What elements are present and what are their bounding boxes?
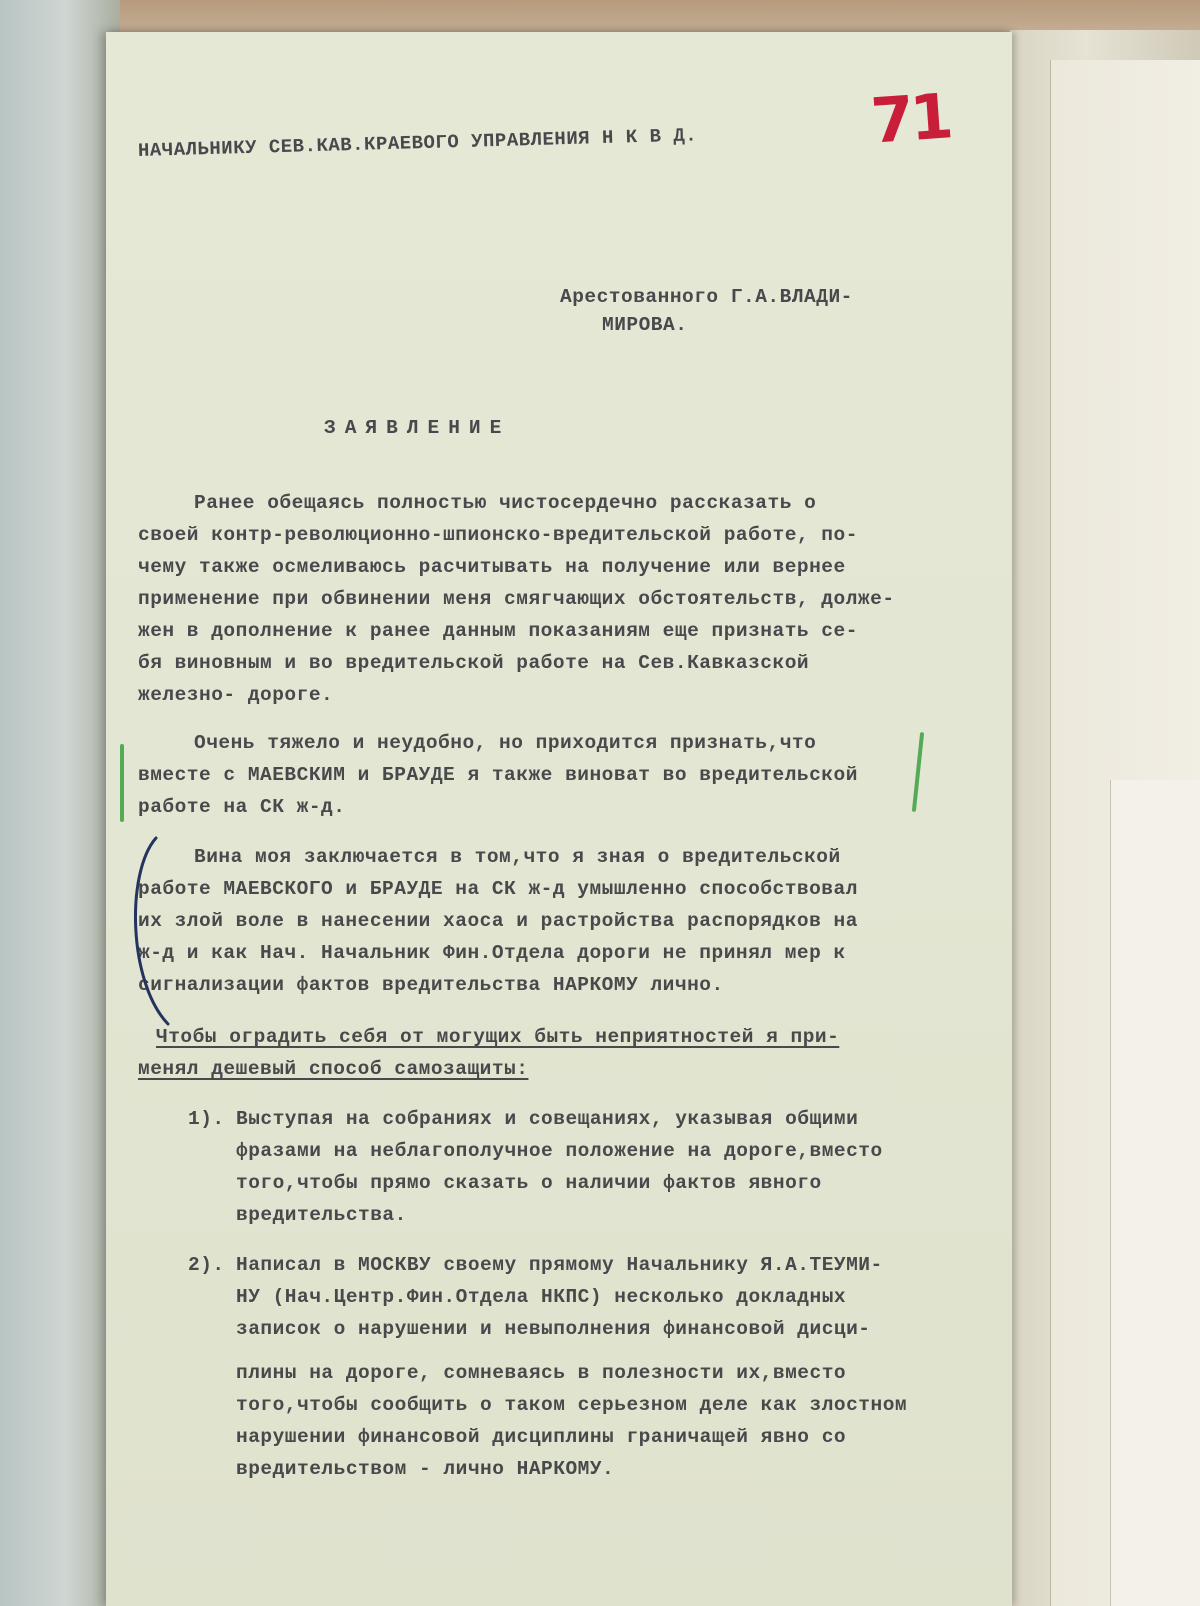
text-line: того,чтобы прямо сказать о наличии фактов явного [236, 1172, 822, 1194]
underlying-sheet-handwritten [1110, 780, 1200, 1606]
folder-left-page [0, 0, 120, 1606]
text-line: работе на СК ж-д. [138, 796, 346, 818]
text-line: применение при обвинении меня смягчающих обстоятельств, долже- [138, 588, 895, 610]
text-line: Очень тяжело и неудобно, но приходится признать,что [194, 732, 817, 754]
text-line: Написал в МОСКВУ своему прямому Начальнику Я.А.ТЕУМИ- [236, 1254, 883, 1276]
text-line: того,чтобы сообщить о таком серьезном деле как злостном [236, 1394, 908, 1416]
item-marker: 1). [188, 1108, 225, 1130]
sender-line-2: МИРОВА. [602, 314, 688, 336]
text-line: вредительства. [236, 1204, 407, 1226]
text-line: менял дешевый способ самозащиты: [138, 1058, 529, 1080]
folio-number: 71 [868, 79, 952, 158]
text-line: своей контр-революционно-шпионско-вредительской работе, по- [138, 524, 858, 546]
text-line: вредительством - лично НАРКОМУ. [236, 1458, 615, 1480]
document-title: ЗАЯВЛЕНИЕ [324, 417, 511, 439]
text-line: бя виновным и во вредительской работе на Сев.Кавказской [138, 652, 810, 674]
blue-pen-margin-bracket [116, 832, 176, 1032]
addressee: НАЧАЛЬНИКУ СЕВ.КАВ.КРАЕВОГО УПРАВЛЕНИЯ Н К В Д. [137, 124, 698, 162]
text-line: сигнализации фактов вредительства НАРКОМУ лично. [138, 974, 724, 996]
green-margin-bracket-left [120, 744, 124, 822]
document-sheet [106, 32, 1012, 1606]
text-line: записок о нарушении и невыполнения финансовой дисци- [236, 1318, 871, 1340]
text-line: нарушении финансовой дисциплины граничащей явно со [236, 1426, 847, 1448]
text-line: жен в дополнение к ранее данным показаниям еще признать се- [138, 620, 858, 642]
green-margin-bracket-right [912, 732, 924, 812]
sender-line-1: Арестованного Г.А.ВЛАДИ- [560, 286, 853, 308]
text-line: их злой воле в нанесении хаоса и растройства распорядков на [138, 910, 858, 932]
text-line: ж-д и как Нач. Начальник Фин.Отдела дороги не принял мер к [138, 942, 846, 964]
item-marker: 2). [188, 1254, 225, 1276]
text-line: Выступая на собраниях и совещаниях, указывая общими [236, 1108, 859, 1130]
text-line: Вина моя заключается в том,что я зная о вредительской [194, 846, 841, 868]
text-line: Чтобы оградить себя от могущих быть неприятностей я при- [156, 1026, 840, 1048]
text-line: вместе с МАЕВСКИМ и БРАУДЕ я также виноват во вредительской [138, 764, 858, 786]
text-line: железно- дороге. [138, 684, 334, 706]
text-line: НУ (Нач.Центр.Фин.Отдела НКПС) несколько докладных [236, 1286, 847, 1308]
text-line: Ранее обещаясь полностью чистосердечно рассказать о [194, 492, 817, 514]
text-line: работе МАЕВСКОГО и БРАУДЕ на СК ж-д умышленно способствовал [138, 878, 858, 900]
text-line: плины на дороге, сомневаясь в полезности их,вместо [236, 1362, 847, 1384]
text-line: фразами на неблагополучное положение на дороге,вместо [236, 1140, 883, 1162]
text-line: чему также осмеливаюсь расчитывать на получение или вернее [138, 556, 846, 578]
